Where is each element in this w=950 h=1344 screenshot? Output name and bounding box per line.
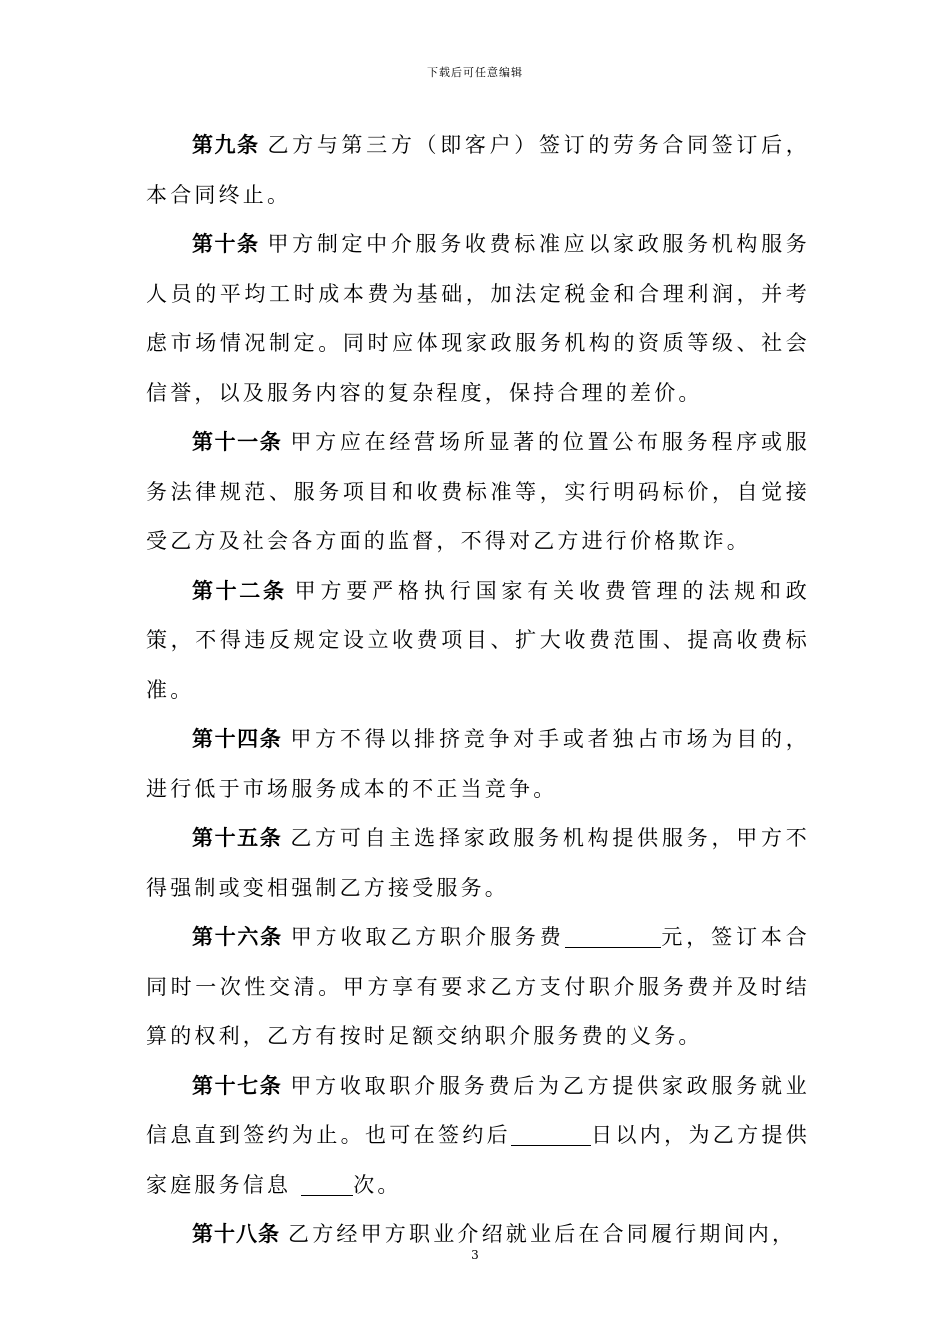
times-blank[interactable] bbox=[301, 1171, 353, 1196]
article-16 bbox=[146, 913, 810, 1062]
article-15 bbox=[146, 814, 810, 913]
article-title: 第十四条 bbox=[192, 727, 283, 751]
article-title: 第十六条 bbox=[192, 925, 283, 949]
article-14 bbox=[146, 715, 810, 814]
article-title: 第十七条 bbox=[192, 1073, 283, 1098]
document-body bbox=[146, 121, 810, 1260]
article-title: 第九条 bbox=[192, 133, 260, 157]
article-text: 乙方经甲方职业介绍就业后在合同履行期间内， bbox=[288, 1222, 797, 1246]
article-11 bbox=[146, 418, 810, 567]
article-text: 甲方不得以排挤竞争对手或者独占市场为目的，进行低于市场服务成本的不正当竞争。 bbox=[146, 727, 811, 801]
days-blank[interactable] bbox=[511, 1121, 591, 1146]
page-number: 3 bbox=[471, 1248, 479, 1262]
article-title: 第十八条 bbox=[192, 1222, 280, 1246]
article-9 bbox=[146, 121, 810, 220]
article-text: 元，签订本合同时一次性交清。甲方享有要求乙方支付职介服务费并及时结算的权利，乙方有按时足额交纳职介服务费的义务。 bbox=[146, 925, 810, 1048]
article-text: 甲方收取乙方职介服务费 bbox=[290, 925, 565, 949]
article-text: 乙方可自主选择家政服务机构提供服务，甲方不得强制或变相强制乙方接受服务。 bbox=[146, 826, 811, 900]
article-10 bbox=[146, 220, 810, 418]
fee-amount-blank[interactable] bbox=[565, 923, 661, 948]
article-text: 次。 bbox=[353, 1172, 402, 1197]
article-title: 第十二条 bbox=[192, 578, 287, 603]
article-text: 甲方收取职介服务费后为乙方提供家政服务就业信息直到签约为止。也可在签约后 bbox=[146, 1073, 811, 1147]
article-17 bbox=[146, 1062, 810, 1211]
article-text: 甲方要严格执行国家有关收费管理的法规和政策，不得违反规定设立收费项目、扩大收费范围、提高收费标准。 bbox=[146, 578, 810, 702]
article-title: 第十五条 bbox=[192, 826, 283, 850]
article-text: 甲方应在经营场所显著的位置公布服务程序或服务法律规范、服务项目和收费标准等，实行明码标价，自觉接受乙方及社会各方面的监督，不得对乙方进行价格欺诈。 bbox=[146, 430, 811, 553]
page-header: 下载后可任意编辑 bbox=[427, 66, 523, 79]
article-text: 日以内，为乙方提供家庭服务信息 bbox=[146, 1123, 810, 1197]
article-text: 乙方与第三方（即客户）签订的劳务合同签订后，本合同终止。 bbox=[146, 133, 810, 207]
article-title: 第十一条 bbox=[192, 430, 283, 454]
article-12 bbox=[146, 567, 810, 716]
article-text: 甲方制定中介服务收费标准应以家政服务机构服务人员的平均工时成本费为基础，加法定税金和合理利润，并考虑市场情况制定。同时应体现家政服务机构的资质等级、社会信誉，以及服务内容的复杂程度，保持合理的差价。 bbox=[146, 232, 810, 405]
article-title: 第十条 bbox=[192, 232, 260, 256]
